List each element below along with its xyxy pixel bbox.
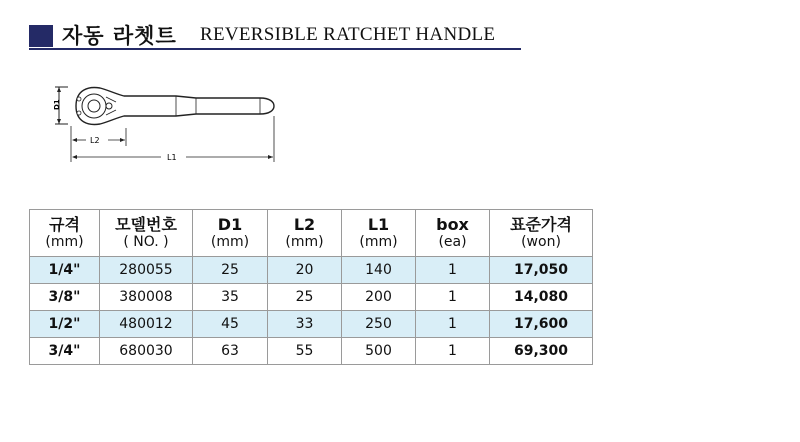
col-header-box: box (ea) — [416, 210, 490, 257]
cell-d1: 45 — [193, 311, 268, 338]
d1-label: D1 — [53, 99, 61, 110]
cell-size: 3/8" — [30, 284, 100, 311]
cell-box: 1 — [416, 284, 490, 311]
cell-d1: 25 — [193, 257, 268, 284]
cell-box: 1 — [416, 257, 490, 284]
header-underline — [29, 48, 521, 50]
cell-size: 3/4" — [30, 338, 100, 365]
ratchet-diagram — [46, 82, 286, 172]
page-header — [29, 18, 521, 52]
cell-l2: 25 — [268, 284, 342, 311]
col-header-price: 표준가격 (won) — [490, 210, 593, 257]
cell-l2: 33 — [268, 311, 342, 338]
title-korean: 자동 라쳇트 — [62, 24, 177, 48]
col-header-model: 모델번호 ( NO. ) — [100, 210, 193, 257]
cell-model: 280055 — [100, 257, 193, 284]
col-header-l1: L1 (mm) — [342, 210, 416, 257]
cell-price: 17,600 — [490, 311, 593, 338]
cell-box: 1 — [416, 338, 490, 365]
cell-size: 1/2" — [30, 311, 100, 338]
l2-label: L2 — [90, 136, 100, 145]
title-english: REVERSIBLE RATCHET HANDLE — [200, 24, 496, 45]
cell-price: 14,080 — [490, 284, 593, 311]
col-header-d1: D1 (mm) — [193, 210, 268, 257]
cell-model: 680030 — [100, 338, 193, 365]
cell-l1: 500 — [342, 338, 416, 365]
cell-l2: 20 — [268, 257, 342, 284]
table-header-row — [30, 210, 593, 257]
cell-l1: 140 — [342, 257, 416, 284]
cell-l2: 55 — [268, 338, 342, 365]
table-row — [30, 257, 593, 284]
cell-size: 1/4" — [30, 257, 100, 284]
cell-model: 480012 — [100, 311, 193, 338]
header-square-icon — [29, 25, 53, 47]
table-row — [30, 338, 593, 365]
cell-d1: 35 — [193, 284, 268, 311]
cell-d1: 63 — [193, 338, 268, 365]
cell-l1: 250 — [342, 311, 416, 338]
table-row — [30, 311, 593, 338]
cell-price: 17,050 — [490, 257, 593, 284]
cell-model: 380008 — [100, 284, 193, 311]
col-header-size: 규격 (mm) — [30, 210, 100, 257]
cell-l1: 200 — [342, 284, 416, 311]
cell-price: 69,300 — [490, 338, 593, 365]
l1-label: L1 — [167, 153, 177, 162]
col-header-l2: L2 (mm) — [268, 210, 342, 257]
table-row — [30, 284, 593, 311]
spec-table — [29, 209, 593, 365]
cell-box: 1 — [416, 311, 490, 338]
